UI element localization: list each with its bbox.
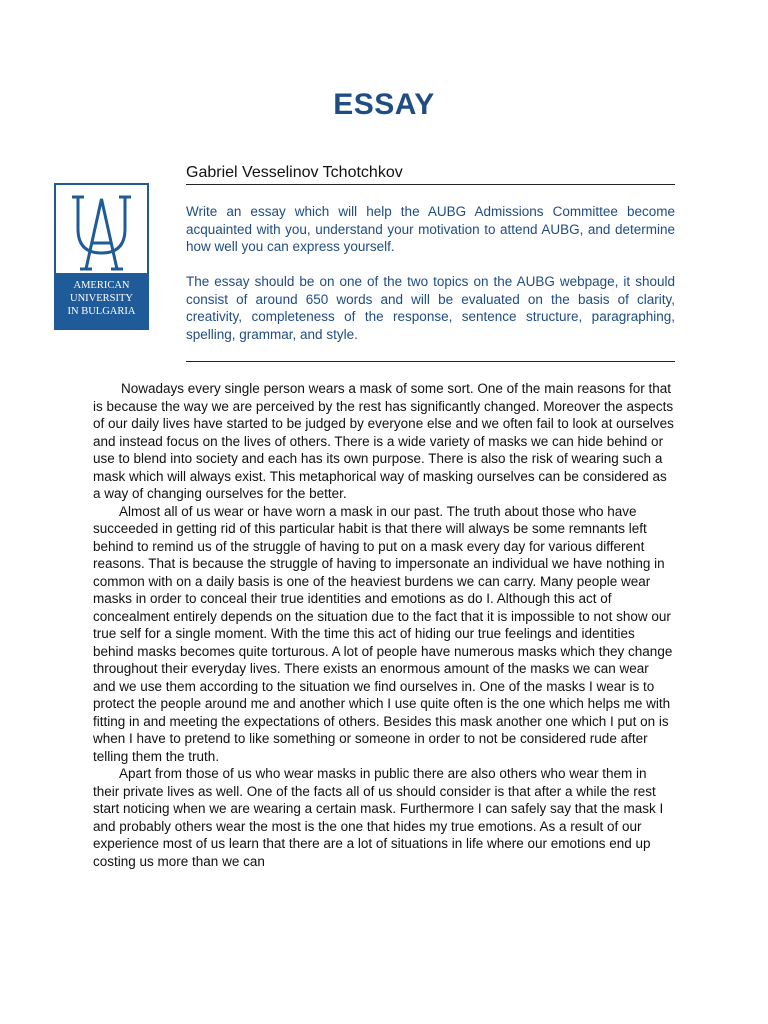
essay-paragraph: Apart from those of us who wear masks in public there are also others who wear them in their private lives as well. One of the facts all of us should consider is that after a while the rest start noticing when we are wearing a certain mask. Furthermore I can safely say that the mask I and probably others wear the most is the one that hides my true emotions. As a result of our experience most of us learn that there are a lot of situations in life where our emotions end up costing us more than we can: [93, 766, 664, 869]
logo-wordmark: [56, 273, 147, 328]
logo-line-university: UNIVERSITY: [70, 293, 133, 304]
essay-body: [93, 380, 675, 870]
logo-line-bulgaria: IN BULGARIA: [67, 306, 136, 317]
prompt-paragraph: Write an essay which will help the AUBG Admissions Committee become acquainted with you, understand your motivation to attend AUBG, and determine how well you can express yourself.: [186, 204, 675, 254]
page-title: ESSAY: [333, 88, 435, 121]
prompt-paragraph: The essay should be on one of the two topics on the AUBG webpage, it should consist of around 650 words and will be evaluated on the basis of clarity, creativity, completeness of the response, sentence structure, paragraphing, spelling, grammar, and style.: [186, 274, 675, 342]
essay-paragraph: Almost all of us wear or have worn a mask in our past. The truth about those who have succeeded in getting rid of this particular habit is that there will always be some remnants left behind to remind us of the struggle of having to put on a mask every day for various different reasons. That is because the struggle of having to impersonate an individual we have nothing in common with on a daily basis is one of the heaviest burdens we can carry. Many people wear masks in order to conceal their true identities and emotions as do I. Although this act of concealment entirely depends on the situation due to the fact that it is impossible to not show our true self for a single moment. With the time this act of hiding our true feelings and identities behind masks becomes quite torturous. A lot of people have numerous masks which they change throughout their everyday lives. There exists an enormous amount of the masks we can wear and we use them according to the situation we find ourselves in. One of the masks I wear is to protect the people around me and another which I use quite often is the one which helps me with fitting in and meeting the expectations of others. Besides this mask another one which I put on is when I have to pretend to like something or someone in order to not be considered rude after telling them the truth.: [93, 503, 673, 764]
aubg-monogram-icon: [56, 185, 147, 275]
author-name: Gabriel Vesselinov Tchotchkov: [186, 163, 675, 185]
aubg-logo: [54, 183, 149, 330]
essay-paragraph: Nowadays every single person wears a mask of some sort. One of the main reasons for that is because the way we are perceived by the rest has significantly changed. Moreover the aspects of our daily lives have started to be judged by everyone else and we often fail to look at ourselves and instead focus on the lives of others. There is a wide variety of masks we can hide behind or use to blend into society and each has its own purpose. There is also the risk of wearing such a mask which will always exist. This metaphorical way of masking ourselves can be considered as a way of changing ourselves for the better.: [93, 381, 674, 501]
section-divider: [186, 361, 675, 362]
logo-line-american: AMERICAN: [73, 280, 130, 291]
